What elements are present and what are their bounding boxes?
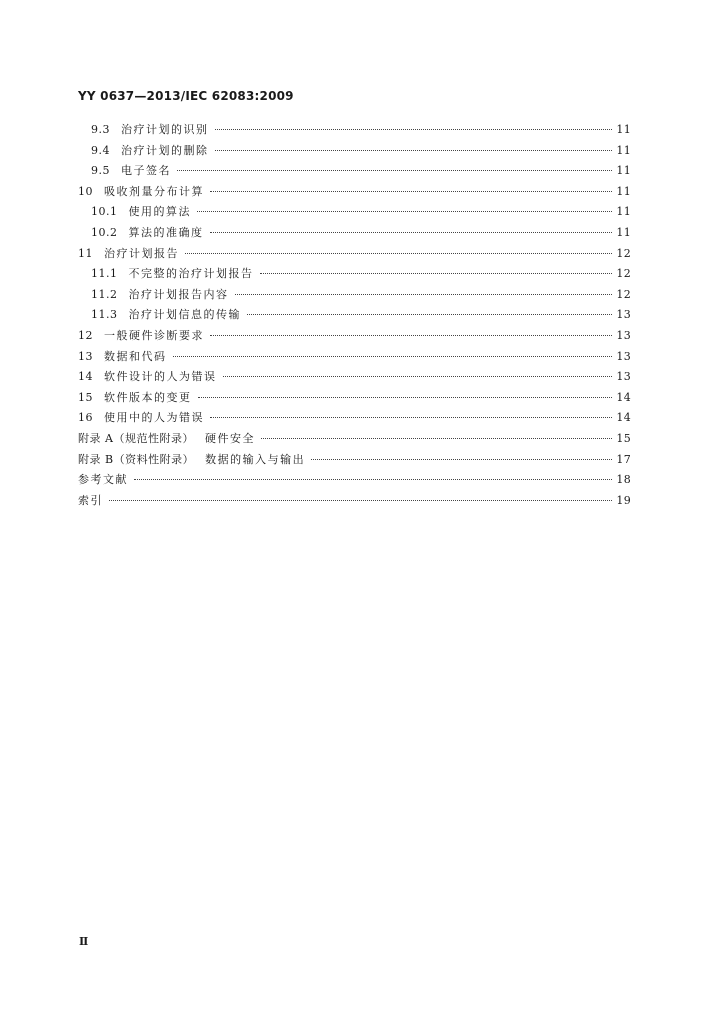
toc-entry-page: 12 <box>616 287 631 301</box>
toc-dot-leader <box>210 191 612 192</box>
toc-entry <box>78 306 631 327</box>
toc-entry <box>78 409 631 430</box>
toc-entry-page: 12 <box>616 267 631 281</box>
toc-entry-page: 13 <box>616 308 631 322</box>
toc-entry-number: 10 <box>78 184 93 198</box>
toc-entry-number: 11 <box>78 246 93 260</box>
toc-entry-number: 16 <box>78 411 93 425</box>
toc-entry-number: 附录 B（资料性附录） <box>78 452 195 466</box>
toc-entry-page: 11 <box>616 123 631 136</box>
toc-entry-title: 治疗计划的删除 <box>121 143 209 157</box>
toc-entry <box>78 471 631 492</box>
toc-entry <box>78 492 631 513</box>
toc-entry-page: 17 <box>616 452 631 466</box>
toc-dot-leader <box>215 150 613 151</box>
toc-entry <box>78 286 631 307</box>
toc-entry-title: 使用的算法 <box>128 205 191 219</box>
toc-dot-leader <box>210 335 612 336</box>
toc-entry <box>78 162 631 183</box>
toc-entry <box>78 183 631 204</box>
toc-entry-number: 9.4 <box>91 143 110 157</box>
toc-entry <box>78 368 631 389</box>
toc-entry-page: 18 <box>616 473 631 487</box>
toc-entry-number: 13 <box>78 349 93 363</box>
toc-entry-page: 14 <box>616 390 631 404</box>
toc-entry-title: 电子签名 <box>121 164 171 178</box>
toc-entry-number: 9.3 <box>91 123 110 136</box>
toc-entry-page: 11 <box>616 225 631 239</box>
toc-entry-title: 不完整的治疗计划报告 <box>128 267 254 281</box>
toc-entry <box>78 451 631 472</box>
toc-entry-page: 15 <box>616 431 631 445</box>
toc-entry <box>78 265 631 286</box>
toc-dot-leader <box>177 170 612 171</box>
toc-entry-page: 11 <box>616 205 631 219</box>
toc-entry-number: 10.1 <box>91 205 118 219</box>
toc-dot-leader <box>197 211 612 212</box>
toc-entry-title: 索引 <box>78 493 103 507</box>
toc-entry-title: 治疗计划报告 <box>104 246 179 260</box>
toc-entry <box>78 121 631 142</box>
toc-entry-page: 19 <box>616 493 631 507</box>
toc-entry-title: 数据的输入与输出 <box>205 452 306 466</box>
toc-entry-title: 算法的准确度 <box>128 225 204 239</box>
toc-entry-title: 参考文献 <box>78 473 128 487</box>
toc-entry-number: 9.5 <box>91 164 110 178</box>
toc-entry <box>78 245 631 266</box>
toc-dot-leader <box>215 129 613 130</box>
toc-entry <box>78 142 631 163</box>
toc-entry <box>78 203 631 224</box>
toc-dot-leader <box>311 459 612 460</box>
toc-entry-page: 14 <box>616 411 631 425</box>
toc-entry-title: 治疗计划报告内容 <box>128 287 229 301</box>
toc-dot-leader <box>173 356 613 357</box>
toc-dot-leader <box>235 294 613 295</box>
toc-entry-page: 13 <box>616 349 631 363</box>
toc-entry-title: 数据和代码 <box>104 349 167 363</box>
toc-entry-title: 硬件安全 <box>204 431 255 445</box>
page-number-footer: Ⅱ <box>79 935 89 948</box>
toc-entry-number: 15 <box>78 390 93 404</box>
toc-entry-page: 13 <box>616 328 631 342</box>
toc-dot-leader <box>109 500 612 501</box>
toc-entry-title: 治疗计划的识别 <box>121 123 209 136</box>
toc-entry-number: 11.3 <box>91 308 118 322</box>
toc-dot-leader <box>260 273 613 274</box>
toc-dot-leader <box>223 376 613 377</box>
toc-entry-number: 14 <box>78 370 93 384</box>
toc-entry <box>78 224 631 245</box>
toc-entry <box>78 389 631 410</box>
toc-entry-page: 11 <box>616 184 631 198</box>
toc-entry-number: 12 <box>78 328 93 342</box>
toc-entry-number: 10.2 <box>91 225 118 239</box>
toc-entry-page: 13 <box>616 370 631 384</box>
toc-dot-leader <box>261 438 612 439</box>
toc-entry <box>78 327 631 348</box>
toc-dot-leader <box>247 314 612 315</box>
toc-entry-page: 11 <box>616 164 631 178</box>
standard-code-header: YY 0637—2013/IEC 62083:2009 <box>78 89 294 103</box>
toc-entry-number: 11.1 <box>91 267 118 281</box>
toc-entry-title: 一般硬件诊断要求 <box>104 328 204 342</box>
toc-entry-title: 治疗计划信息的传输 <box>128 308 241 322</box>
toc-entry-title: 软件设计的人为错误 <box>104 370 217 384</box>
toc-entry <box>78 430 631 451</box>
table-of-contents <box>78 121 631 512</box>
toc-entry-title: 吸收剂量分布计算 <box>104 184 204 198</box>
toc-dot-leader <box>185 253 612 254</box>
toc-entry-page: 11 <box>616 143 631 157</box>
toc-entry-page: 12 <box>616 246 631 260</box>
toc-entry-number: 11.2 <box>91 287 118 301</box>
toc-dot-leader <box>134 479 612 480</box>
toc-entry-title: 软件版本的变更 <box>104 390 192 404</box>
toc-dot-leader <box>210 232 613 233</box>
toc-entry-number: 附录 A（规范性附录） <box>78 431 194 445</box>
toc-dot-leader <box>210 417 612 418</box>
toc-entry-title: 使用中的人为错误 <box>104 411 204 425</box>
toc-dot-leader <box>198 397 613 398</box>
toc-entry <box>78 348 631 369</box>
